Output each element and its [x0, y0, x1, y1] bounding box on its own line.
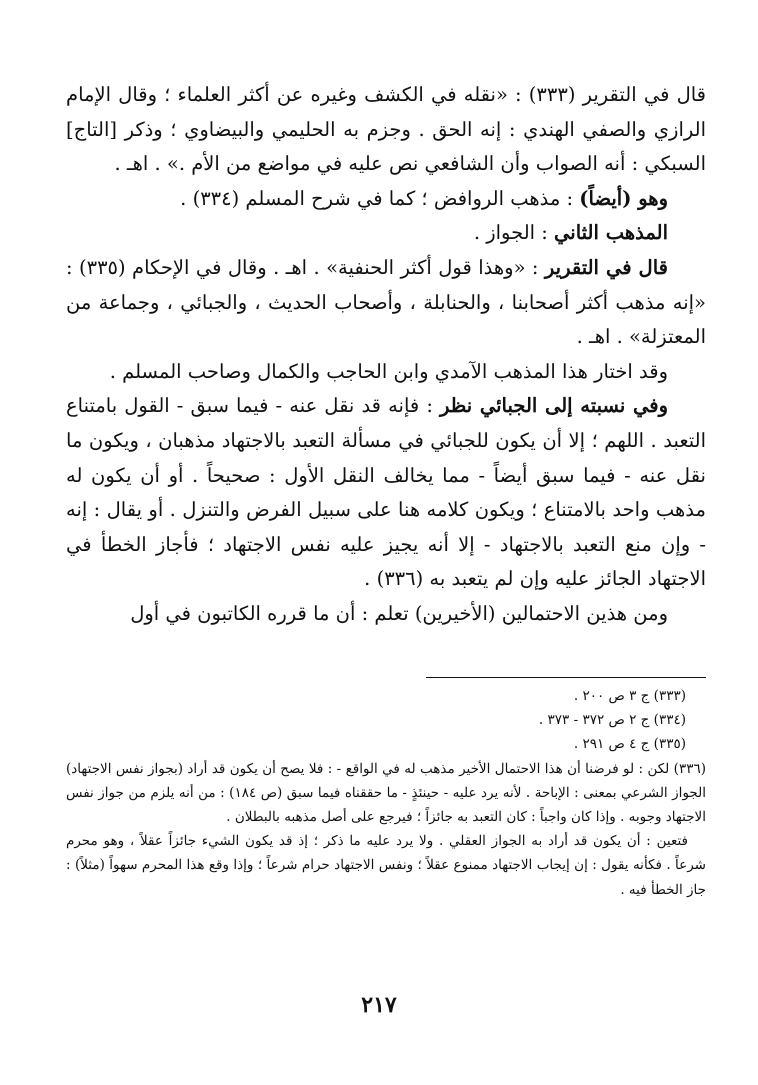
bold-lead: وهو (أيضاً)	[579, 186, 668, 210]
paragraph-text: : مذهب الروافض ؛ كما في شرح المسلم (٣٣٤) .	[180, 186, 580, 210]
paragraph	[66, 251, 706, 355]
paragraph	[66, 216, 706, 251]
page-number: ٢١٧	[361, 992, 397, 1018]
bold-lead: وفي نسبته إلى الجبائي نظر	[439, 394, 668, 418]
paragraph-text: : الجواز .	[473, 221, 555, 245]
paragraph-text: : «وهذا قول أكثر الحنفية» . اهـ . وقال في الإحكام (٣٣٥) : «إنه مذهب أكثر أصحابنا ، والحنابلة ، وأصحاب الحديث ، والجبائي ، وجماعة من المعتزلة» . اهـ .	[66, 255, 706, 349]
paragraph	[66, 389, 706, 597]
footnote-separator	[426, 677, 706, 678]
paragraph-text: ومن هذين الاحتمالين (الأخيرين) تعلم : أن ما قرره الكاتبون في أول	[130, 601, 668, 625]
paragraph	[66, 355, 706, 390]
footnote: (٣٣٤) ج ٢ ص ٣٧٢ - ٣٧٣ .	[538, 712, 686, 729]
bold-lead: المذهب الثاني	[554, 221, 668, 245]
footnote: (٣٣٦) لكن : لو فرضنا أن هذا الاحتمال الأخير مذهب له في الواقع - : فلا يصح أن يكون قد أراد (بجواز نفس الاجتهاد) الجواز الشرعي بمعنى : الإباحة . لأنه يرد عليه - حينئذٍ - ما حققناه فيما سبق (ص ١٨٤) : من أنه يلزم من جواز نفس الاجتهاد وجوبه . وإذا كان واجباً : كان التعبد به جائزاً ؛ فيرجع على أصل مذهبه بالبطلان .	[66, 760, 706, 826]
paragraph	[66, 182, 706, 217]
paragraph-text: : فإنه قد نقل عنه - فيما سبق - القول بامتناع التعبد . اللهم ؛ إلا أن يكون للجبائي في مسألة التعبد بالاجتهاد مذهبان ، ويكون ما نقل عنه - فيما سبق أيضاً - مما يخالف النقل الأول : صحيحاً . أو أن يكون له مذهب واحد بالامتناع ؛ ويكون كلامه هنا على سبيل الفرض والتنزل . أو يقال : إنه - وإن منع التعبد بالاجتهاد - إلا أنه يجيز عليه نفس الاجتهاد ؛ فأجاز الخطأ في الاجتهاد الجائز عليه وإن لم يتعبد به (٣٣٦) .	[66, 394, 706, 591]
footnote: (٣٣٥) ج ٤ ص ٢٩١ .	[573, 736, 686, 753]
paragraph-text: وقد اختار هذا المذهب الآمدي وابن الحاجب والكمال وصاحب المسلم .	[109, 359, 668, 383]
paragraph	[66, 597, 706, 632]
paragraph-text: قال في التقرير (٣٣٣) : «نقله في الكشف وغيره عن أكثر العلماء ؛ وقال الإمام الرازي والصفي الهندي : إنه الحق . وجزم به الحليمي والبيضاوي ؛ وذكر [التاج] السبكي : أنه الصواب وأن الشافعي نص عليه في مواضع من الأم .» . اهـ .	[66, 83, 706, 176]
footnote: (٣٣٣) ج ٣ ص ٢٠٠ .	[573, 688, 686, 704]
footnote-continuation: فتعين : أن يكون قد أراد به الجواز العقلي . ولا يرد عليه ما ذكر ؛ إذ قد يكون الشيء جائزاً عقلاً ، وهو محرم شرعاً . فكأنه يقول : إن إيجاب الاجتهاد ممنوع عقلاً ؛ ونفس الاجتهاد حرام شرعاً ؛ وإذا وقع هذا المحرم سهواً (مثلاً) : جاز الخطأ فيه .	[66, 833, 706, 898]
main-text	[66, 78, 706, 632]
footnotes	[66, 684, 706, 902]
bold-lead: قال في التقرير	[544, 255, 668, 279]
paragraph	[66, 78, 706, 182]
